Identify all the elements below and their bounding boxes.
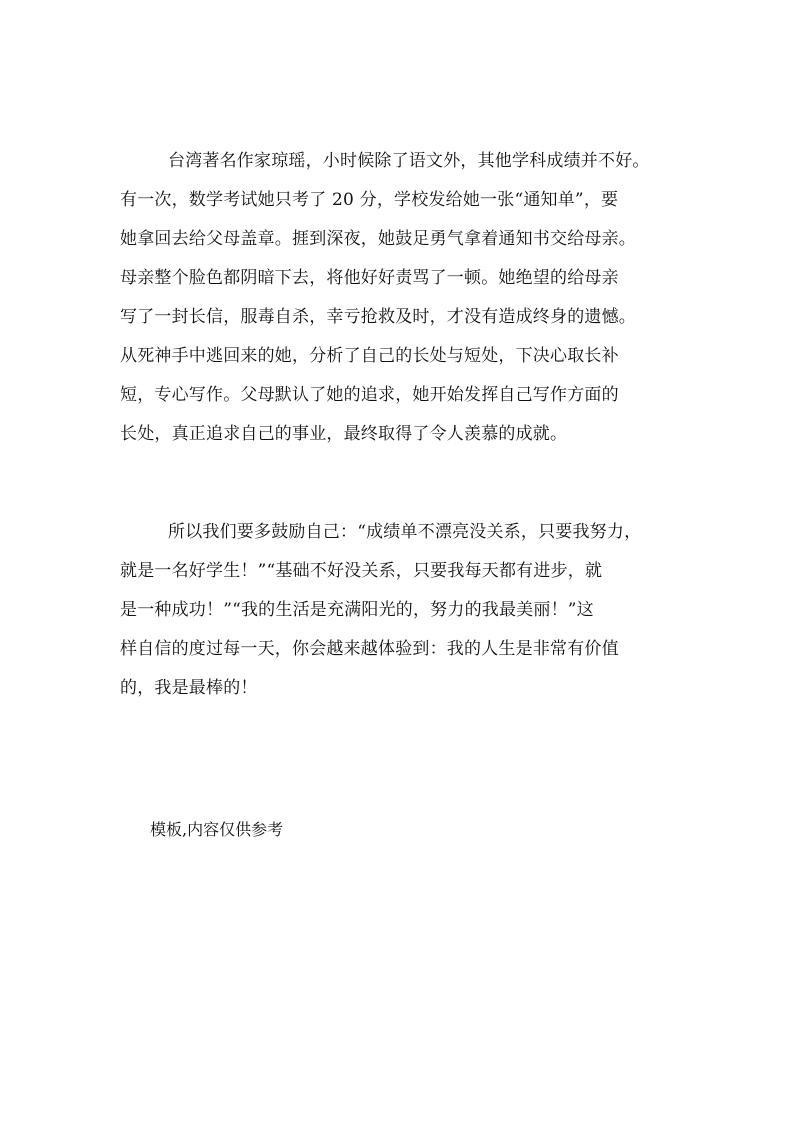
paragraph-line: 的，我是最棒的！ [120, 678, 258, 698]
paragraph-line: 长处，真正追求自己的事业，最终取得了令人羡慕的成就。 [120, 424, 568, 444]
paragraph-line: 台湾著名作家琼瑶，小时候除了语文外，其他学科成绩并不好。 [168, 151, 650, 171]
paragraph-line: 所以我们要多鼓励自己：“成绩单不漂亮没关系，只要我努力， [168, 522, 642, 542]
paragraph-line: 写了一封长信，服毒自杀，幸亏抢救及时，才没有造成终身的遗憾。 [120, 307, 636, 327]
paragraph-line: 从死神手中逃回来的她，分析了自己的长处与短处，下决心取长补 [120, 346, 619, 366]
paragraph-line: 样自信的度过每一天，你会越来越体验到：我的人生是非常有价值 [120, 639, 619, 659]
footer-note: 模板,内容仅供参考 [150, 820, 284, 839]
paragraph-line: 短，专心写作。父母默认了她的追求，她开始发挥自己写作方面的 [120, 385, 619, 405]
paragraph-line: 她拿回去给父母盖章。捱到深夜，她鼓足勇气拿着通知书交给母亲。 [120, 229, 636, 249]
paragraph-line: 母亲整个脸色都阴暗下去，将他好好责骂了一顿。她绝望的给母亲 [120, 268, 619, 288]
paragraph-line: 有一次，数学考试她只考了 20 分，学校发给她一张“通知单”，要 [120, 190, 619, 210]
paragraph-line: 是一种成功！”“我的生活是充满阳光的，努力的我最美丽！”这 [120, 600, 594, 620]
paragraph-line: 就是一名好学生！”“基础不好没关系，只要我每天都有进步，就 [120, 561, 603, 581]
